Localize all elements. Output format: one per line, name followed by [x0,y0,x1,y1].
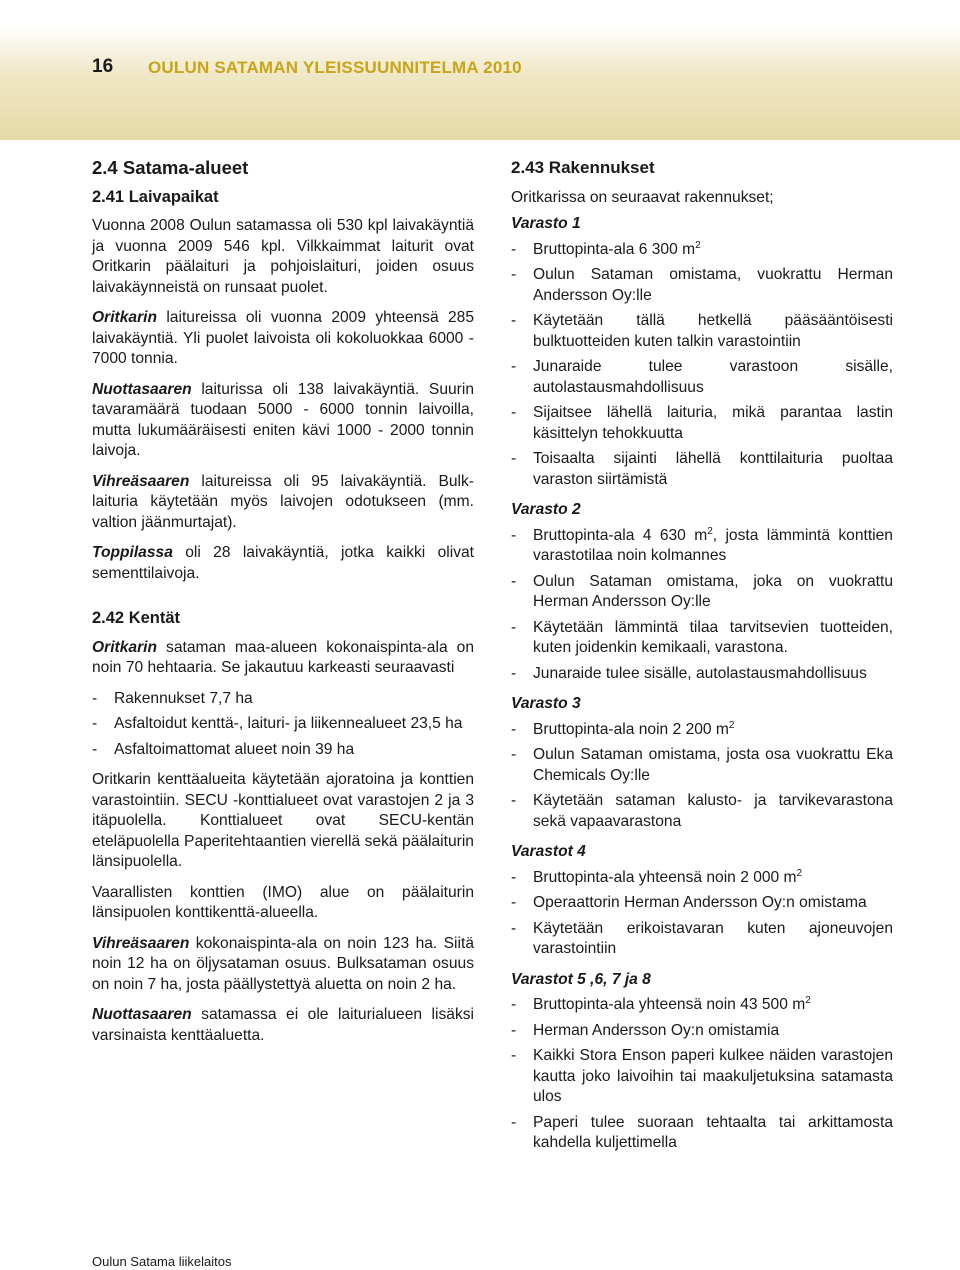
place-name: Vihreäsaaren [92,934,190,952]
list-item: - Junaraide tulee varastoon sisälle, autolastausmahdollisuus [511,357,893,398]
page-number: 16 [92,56,114,77]
list-item [511,526,893,567]
list-item: - Oulun Sataman omistama, vuokrattu Herman Andersson Oy:lle [511,265,893,306]
list-item: - Asfaltoidut kenttä-, laituri- ja liikennealueet 23,5 ha [92,714,474,735]
list-item: - Asfaltoimattomat alueet noin 39 ha [92,740,474,761]
superscript: 2 [707,525,713,537]
paragraph-kenttaalueet: Oritkarin kenttäalueita käytetään ajoratoina ja konttien varastointiin. SECU -konttialueet ovat varastojen 2 ja 3 itäpuolella. Konttialueet ovat SECU-kentän eteläpuolella Paperitehtaantien vierellä sekä päälaiturin länsipuolella. [92,771,474,870]
subheading-varastot-4: Varastot 4 [511,843,586,860]
paragraph-vihreasaari [92,472,474,534]
paragraph-text: laiturissa oli 138 laivakäyntiä. Suurin tavaramäärä tuodaan 5000 - 6000 tonnin laivoilla, mutta lukumääräisesti eniten kävi 1000 - 2000 tonnin laivoja. [92,380,474,459]
section-heading-2-42: 2.42 Kentät [92,609,181,627]
list-item: - Herman Andersson Oy:n omistamia [511,1021,893,1042]
left-column [92,158,474,1056]
list-item [511,995,893,1016]
list-item: - Junaraide tulee sisälle, autolastausmahdollisuus [511,664,893,685]
list-item-text: Bruttopinta-ala yhteensä noin 43 500 m [533,996,806,1013]
subheading-varasto-3: Varasto 3 [511,695,581,712]
list-item [511,720,893,741]
list-item-text: Bruttopinta-ala 6 300 m [533,240,696,258]
section-heading-2-43: 2.43 Rakennukset [511,158,655,177]
list-item: - Käytetään tällä hetkellä pääsääntöisesti bulktuotteiden kuten talkin varastointiin [511,311,893,352]
list-item: - Operaattorin Herman Andersson Oy:n omistama [511,893,893,914]
superscript: 2 [695,239,701,251]
paragraph-text: laitureissa oli vuonna 2009 yhteensä 285 laivakäyntiä. Yli puolet laivoista oli kokoluokkaa 6000 - 7000 tonnia. [92,309,474,367]
paragraph-nuottasaari-area [92,1005,474,1046]
place-name: Oritkarin [92,638,157,656]
subheading-varasto-1: Varasto 1 [511,215,581,232]
list-item [511,868,893,889]
paragraph-text: laitureissa oli 95 laivakäyntiä. Bulk-laituria käytetään myös laivojen odotukseen (mm. valtion jäänmurtajat). [92,472,474,531]
paragraph-oritkari [92,308,474,370]
superscript: 2 [728,719,735,731]
area-list [92,689,474,761]
place-name: Nuottasaaren [92,380,192,398]
document-title: OULUN SATAMAN YLEISSUUNNITELMA 2010 [148,58,522,77]
paragraph-vihreasaari-area [92,934,474,996]
varasto-2-list [511,526,893,685]
list-item: - Käytetään sataman kalusto- ja tarvikevarastona sekä vapaavarastona [511,791,893,832]
list-item-text: Bruttopinta-ala noin 2 200 m [533,720,729,738]
paragraph-toppila [92,543,474,584]
list-item-text: , josta lämmintä konttien varastotilaa noin kolmannes [533,526,893,564]
section-heading-2-41: 2.41 Laivapaikat [92,187,219,206]
right-column [511,158,893,1164]
list-item: - Oulun Sataman omistama, joka on vuokrattu Herman Andersson Oy:lle [511,572,893,613]
list-item: - Sijaitsee lähellä laituria, mikä parantaa lastin käsittelyn tehokkuutta [511,403,893,444]
varasto-3-list [511,720,893,833]
place-name: Vihreäsaaren [92,472,190,490]
list-item: - Käytetään erikoistavaran kuten ajoneuvojen varastointiin [511,919,893,960]
varastot-4-list [511,868,893,960]
paragraph-text: satamassa ei ole laiturialueen lisäksi varsinaista kenttäaluetta. [92,1006,474,1044]
paragraph-kentat-intro [92,638,474,679]
list-item-text: Bruttopinta-ala yhteensä noin 2 000 m [533,868,797,886]
list-item: - Kaikki Stora Enson paperi kulkee näiden varastojen kautta joko laivoihin tai maakuljetuksina satamasta ulos [511,1046,893,1108]
list-item [511,240,893,261]
place-name: Nuottasaaren [92,1006,192,1023]
varastot-5-8-list [511,995,893,1154]
paragraph-laivapaikat: Vuonna 2008 Oulun satamassa oli 530 kpl laivakäyntiä ja vuonna 2009 546 kpl. Vilkkaimmat laiturit ovat Oritkarin päälaituri ja pohjoislaituri, joiden osuus laivakäynneistä on runsaat puolet. [92,217,474,296]
page-header [0,0,960,140]
subheading-varasto-2: Varasto 2 [511,501,581,518]
place-name: Oritkarin [92,309,157,326]
paragraph-text: oli 28 laivakäyntiä, jotka kaikki olivat sementtilaivoja. [92,544,474,582]
paragraph-text: kokonaispinta-ala on noin 123 ha. Siitä noin 12 ha on öljysataman osuus. Bulksataman osuus on noin 7 ha, josta päällystettyä aluetta on noin 2 ha. [92,934,474,993]
list-item: - Toisaalta sijainti lähellä konttilaituria puoltaa varaston siirtämistä [511,449,893,490]
section-heading-2-4: 2.4 Satama-alueet [92,157,249,178]
superscript: 2 [805,994,811,1006]
paragraph-nuottasaari [92,380,474,462]
paragraph-text: sataman maa-alueen kokonaispinta-ala on noin 70 hehtaaria. Se jakautuu karkeasti seuraavasti [92,638,474,676]
place-name: Toppilassa [92,544,173,561]
list-item: - Käytetään lämmintä tilaa tarvitsevien tuotteiden, kuten joidenkin kemikaali, varastona. [511,618,893,659]
paragraph-imo: Vaarallisten konttien (IMO) alue on päälaiturin länsipuolen konttikenttä-alueella. [92,883,474,921]
list-item: - Paperi tulee suoraan tehtaalta tai arkittamosta kahdella kuljettimella [511,1113,893,1154]
subheading-varastot-5-8: Varastot 5 ,6, 7 ja 8 [511,970,651,988]
list-item-text: Bruttopinta-ala 4 630 m [533,526,708,544]
page-footer: Oulun Satama liikelaitos [92,1254,232,1269]
varasto-1-list [511,240,893,491]
list-item: - Rakennukset 7,7 ha [92,689,474,710]
paragraph-rakennukset-intro: Oritkarissa on seuraavat rakennukset; [511,188,774,206]
superscript: 2 [796,867,803,879]
list-item: - Oulun Sataman omistama, josta osa vuokrattu Eka Chemicals Oy:lle [511,745,893,786]
